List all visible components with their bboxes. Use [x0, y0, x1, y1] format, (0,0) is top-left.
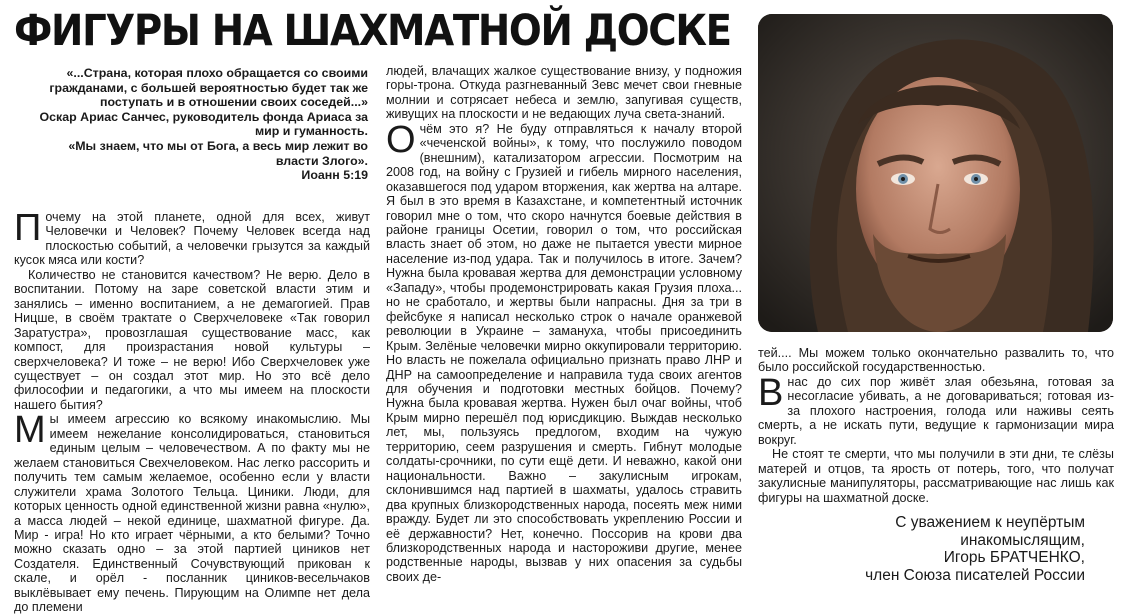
author-signature [758, 514, 1085, 584]
signature-line: С уважением к неупёртым [895, 514, 1085, 531]
epigraph-quote: «...Страна, которая плохо обращается со своими гражданами, с большей вероятностью будет так же поступать и в отношении своих соседей...» [49, 66, 368, 110]
drop-cap: В [758, 371, 784, 414]
epigraph-bible-quote: «Мы знаем, что мы от Бога, а весь мир лежит во власти Злого». [68, 138, 368, 168]
signature-line: Игорь БРАТЧЕНКО, [943, 549, 1085, 567]
paragraph [758, 371, 1114, 447]
paragraph-text: ы имеем агрессию ко всякому инакомыслию. Мы имеем нежелание консолидироваться, становиться единым целым – человечеством. А по факту мы не желаем становиться Свехчеловеком. Нас легко рассорить и получить тем самым желаемое, особенно если у власти служители храма Золотого Тельца. Циники. Люди, для которых ценность одной единственной жизни равна «нулю», а масса людей – некой единице, шахматной фигуре. Да. Мир - игра! Но кто играет чёрными, а кто белыми? Точно можно сказать одно – за этой партией циников нет Создателя. Единственный Сочувствующий прикован к скале, и орёл - посланник циников-весельчаков выклёвывает ему печень. Пирующим на Олимпе нет дела до племени [14, 412, 370, 615]
paragraph-text: чём это я? Не буду отправляться к началу второй «чеченской войны», к тому, что послужило поводом (внешним), катализатором агрессии. Посмотрим на 2008 год, на войну с Грузией и гибель мирного населения, оказавшегося под ударом вторжения, как жертва на алтаре. Я был в это время в Казахстане, и компетентный источник говорил мне о том, что скоро начнутся боевые действия в районе границы Осетии, говорил о том, что российская власть знает об этом, но даже не пытается увести мирное население из-под удара. Так и получилось в итоге. Зачем? Нужна была кровавая жертва для демонстрации условному «Западу», чтобы продемонстрировать какая Грузия плоха... но не сработало, и жертвы были напрасны. Дня за три в фейсбуке я написал несколько строк о начале оранжевой революции в Украине – замануха, чтобы присоединить Крым. Зелёные человечки мирно оккупировали территорию. Но власть не пожелала официально признать право ЛНР и ДНР на самоопределение и направила туда своих агентов для обучения и подготовки местных бойцов. Почему? Нужна была кровавая жертва. Нужен был очаг войны, чтоб Крым мирно перешёл под юрисдикцию. Выждав несколько лет, мы, пользуясь предлогом, входим на чужую территорию, сеем разрушения и смерть. Гибнут молодые солдаты-срочники, по сути ещё дети. И неважно, какой они национальности. Важно – закулисным игрокам, склонившимся над партией в шахматы, удалось стравить два крупных близкородственных народа, посеять меж ними вражду. Будет ли это способствовать укреплению России и её державности? Нет, конечно. Поссорив на крови два близкородственных народа и настороживи другие, менее родственные народы, вызвав у них опасения за судьбы своих де- [386, 121, 742, 584]
text-column-2 [386, 64, 742, 584]
article-headline: ФИГУРЫ НА ШАХМАТНОЙ ДОСКЕ [14, 6, 731, 56]
epigraph-bible-ref: Иоанн 5:19 [301, 168, 368, 183]
drop-cap: П [14, 207, 42, 249]
paragraph-text: нас до сих пор живёт злая обезьяна, готовая за несогласие убивать, а не договариваться; готовая из-за плохого настроения, голода или наживы сеять смерть, а не искать пути, ведущие к гармонизации мира вокруг. [758, 374, 1114, 447]
paragraph: Не стоят те смерти, что мы получили в эти дни, те слёзы матерей и отцов, та ярость от потерь, того, что получат закулисные манипуляторы, рассматривающие нас лишь как фигуры на шахматной доске. [758, 447, 1114, 505]
paragraph-text: очему на этой планете, одной для всех, живут Человечки и Человек? Почему Человек всегда над плоскостью событий, а человечки грызутся за каждый кусок мяса или кости? [14, 210, 370, 268]
author-portrait-photo [758, 14, 1113, 332]
drop-cap: М [14, 409, 46, 452]
text-column-1 [14, 207, 370, 615]
drop-cap: О [386, 118, 416, 161]
paragraph [14, 207, 370, 268]
text-column-3 [758, 346, 1114, 505]
paragraph: Количество не становится качеством? Не верю. Дело в воспитании. Потому на заре советской власти этим и занялись – именно воспитанием, а не демагогией. Прав Ницше, в своём трактате о Сверхчеловеке «Так говорил Заратустра», провозглашая существование масс, как компост, для произрастания новой культуры – сверхчеловека? И тоже – не верю! Ибо Сверхчеловек уже существует – он создал этот мир. Но это всё дело философии и педагогики, а что мы имеем на плоскости нашего бытия? [14, 267, 370, 412]
signature-line: инакомыслящим, [960, 531, 1085, 549]
paragraph: тей.... Мы можем только окончательно развалить то, что было российской государственностью. [758, 346, 1114, 375]
epigraph-author: Оскар Ариас Санчес, руководитель фонда Ариаса за мир и гуманность. [39, 109, 368, 139]
epigraph-block [30, 66, 368, 183]
paragraph [386, 118, 742, 585]
paragraph: людей, влачащих жалкое существование внизу, у подножия горы-трона. Откуда разгневанный Зевс мечет свои гневные молнии и сотрясает небеса и землю, запугивая существ, живущих на плоскости и не ведающих луча света-знаний. [386, 64, 742, 122]
paragraph [14, 409, 370, 615]
signature-line: член Союза писателей России [865, 566, 1085, 584]
portrait-illustration [758, 14, 1113, 332]
